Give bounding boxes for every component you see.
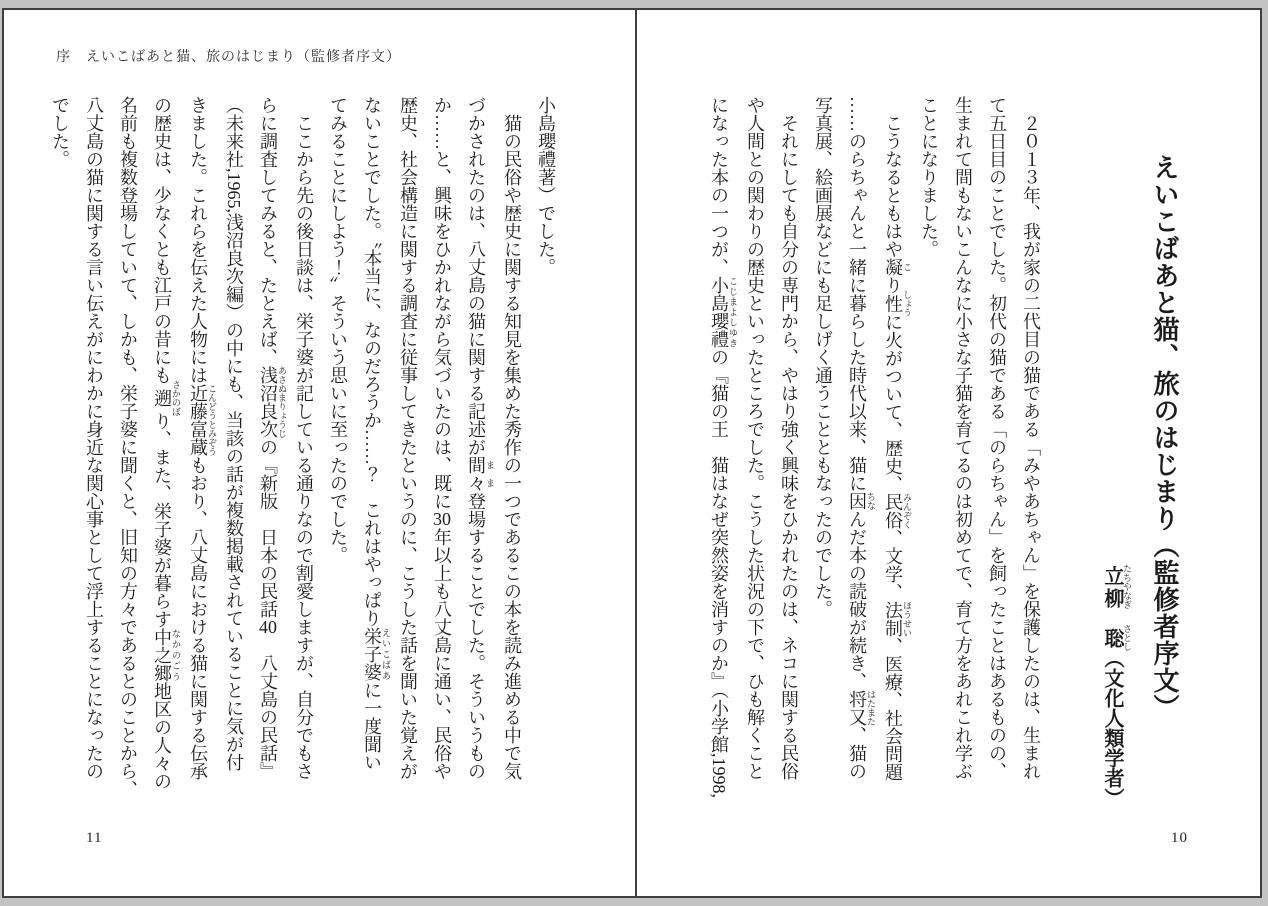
text-column: 名前も複数登場していて、しかも、栄子婆に聞くと、旧知の方々であるとのことから、	[118, 96, 138, 798]
tate-chu-yoko-number: 30	[433, 510, 451, 528]
page-10-text-block	[702, 96, 1190, 820]
book-spread	[2, 8, 1262, 898]
page-number-11: 11	[86, 830, 103, 846]
text-column: きました。これらを伝えた人物には近藤富蔵 こんどうとみぞうもおり、八丈島における猫に関する伝承	[188, 96, 217, 780]
text-column: か……と、興味をひかれながら気づいたのは、既に30年以上も八丈島に通い、民俗や	[432, 96, 452, 780]
text-column: 歴史、社会構造に関する調査に従事してきたというのに、こうした話を聞いた覚えが	[398, 96, 418, 780]
ruby-annotated-text: 浅沼良次 あさぬまりょうじ	[258, 366, 287, 438]
text-column: （未来社,1965,浅沼良次編）の中にも、当該の話が複数掲載されていることに気が付	[224, 96, 244, 771]
page-11	[4, 10, 635, 896]
text-column: てみることにしよう！〟そういう思いに至ったのでした。	[328, 96, 348, 564]
ruby-annotated-text: 近藤富蔵 こんどうとみぞう	[188, 384, 217, 456]
text-column: て五日目のことでした。初代の猫である「のらちゃん」を飼ったことはあるものの、	[987, 96, 1007, 780]
text-column: ないことでした。〝本当に、なのだろうか……？ これはやっぱり栄子婆 えいこばあに一度聞い	[362, 96, 391, 771]
chapter-title: えいこばあと猫、旅のはじまり（監修者序文）	[1150, 154, 1180, 721]
ruby-annotated-text: 中之郷 なかのごう	[152, 628, 181, 682]
text-column: になった本の一つが、小島瓔禮 こじまよしゆきの『猫の王 猫はなぜ突然姿を消すのか』（小学館,1998,	[709, 96, 738, 798]
ruby-annotated-text: 間々 まま	[466, 456, 495, 492]
text-column: ここから先の後日談は、栄子婆が記している通りなので割愛しますが、自分でもさ	[294, 96, 314, 780]
ruby-annotated-text: 立柳 たちやなぎ	[1101, 564, 1132, 609]
ruby-annotated-text: 性 しょう	[883, 290, 912, 317]
text-column: 小島瓔禮著）でした。	[536, 96, 556, 276]
text-column: それにしても自分の専門から、やはり強く興味をひかれたのは、ネコに関する民俗	[779, 96, 799, 780]
ruby-annotated-text: 小島瓔禮 こじまよしゆき	[709, 276, 738, 348]
page-11-text-block	[43, 96, 563, 820]
text-column: 写真展、絵画展などにも足しげく通うことともなったのでした。	[813, 96, 833, 618]
ruby-annotated-text: 法制 ほうせい	[883, 601, 912, 637]
page-number-10: 10	[1171, 830, 1188, 846]
text-column: こうなるともはや凝 こり性 しょうに火がついて、歴史、民俗 みんぞく、文学、法制 ほうせい、医療、社会問題	[883, 96, 912, 781]
text-column: 猫の民俗や歴史に関する知見を集めた秀作の一つであるこの本を読み進める中で気	[502, 96, 522, 780]
text-column: でした。	[50, 96, 70, 168]
ruby-annotated-text: 将又 はたまた	[847, 690, 876, 726]
chapter-author: 立柳 たちやなぎ 聡 さとし（文化人類学者）	[1101, 564, 1132, 808]
text-column: ことになりました。	[919, 96, 939, 258]
text-column: 八丈島の猫に関する言い伝えがにわかに身近な関心事として浮上することになったの	[84, 96, 104, 780]
page-10	[635, 10, 1260, 896]
running-header: 序 えいこばあと猫、旅のはじまり（監修者序文）	[56, 48, 401, 64]
text-column: づかされたのは、八丈島の猫に関する記述が間々 まま登場することでした。そういうもの	[466, 96, 495, 780]
text-column: らに調査してみると、たとえば、浅沼良次 あさぬまりょうじの『新版 日本の民話40 八丈島の民話』	[258, 96, 287, 780]
ruby-annotated-text: 遡 さかのぼ	[152, 380, 181, 416]
text-column: ２０１３年、我が家の二代目の猫である「みやあちゃん」を保護したのは、生まれ	[1021, 96, 1041, 780]
ruby-annotated-text: 因 ちな	[847, 492, 876, 510]
text-column: ……のらちゃんと一緒に暮らした時代以来、猫に因 ちなんだ本の読破が続き、将又 はたまた、猫の	[847, 96, 876, 780]
text-column: 生まれて間もないこんなに小さな子猫を育てるのは初めてで、育て方をあれこれ学ぶ	[953, 96, 973, 780]
tate-chu-yoko-number: 40	[259, 618, 277, 636]
ruby-annotated-text: 民俗 みんぞく	[883, 493, 912, 529]
ruby-annotated-text: 栄子婆 えいこばあ	[362, 627, 391, 681]
ruby-annotated-text: 聡 さとし	[1101, 624, 1132, 652]
ruby-annotated-text: 凝 こ	[883, 258, 912, 276]
text-column: の歴史は、少なくとも江戸の昔にも遡 さかのぼり、また、栄子婆が暮らす中之郷 なかのごう地区の人々の	[152, 96, 181, 790]
text-column: や人間との関わりの歴史といったところでした。こうした状況の下で、ひも解くこと	[745, 96, 765, 780]
